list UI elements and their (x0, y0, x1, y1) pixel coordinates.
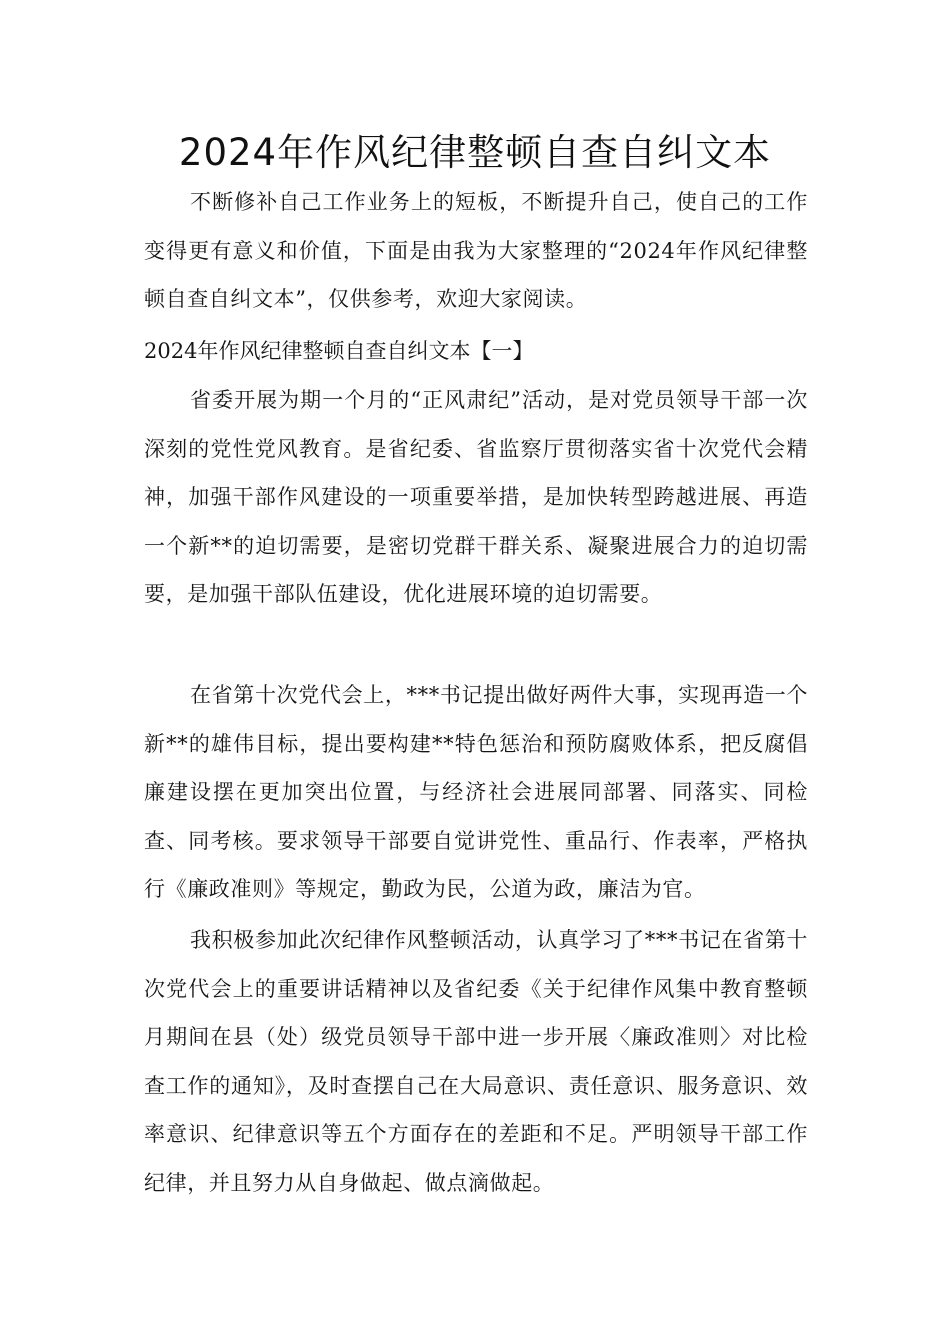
intro-paragraph: 不断修补自己工作业务上的短板，不断提升自己，使自己的工作变得更有意义和价值，下面是由我为大家整理的“2024年作风纪律整顿自查自纠文本”，仅供参考，欢迎大家阅读。 (144, 190, 808, 311)
document-title: 2024年作风纪律整顿自查自纠文本 (178, 131, 772, 174)
body-paragraph-1: 省委开展为期一个月的“正风肃纪”活动，是对党员领导干部一次深刻的党性党风教育。是省纪委、省监察厅贯彻落实省十次党代会精神，加强干部作风建设的一项重要举措，是加快转型跨越进展、再造一个新**的迫切需要，是密切党群干群关系、凝聚进展合力的迫切需要，是加强干部队伍建设，优化进展环境的迫切需要。 (144, 388, 808, 606)
body-paragraph-2: 在省第十次党代会上，***书记提出做好两件大事，实现再造一个新**的雄伟目标，提出要构建**特色惩治和预防腐败体系，把反腐倡廉建设摆在更加突出位置，与经济社会进展同部署、同落实、同检查、同考核。要求领导干部要自觉讲党性、重品行、作表率，严格执行《廉政准则》等规定，勤政为民，公道为政，廉洁为官。 (144, 683, 808, 901)
section-heading: 2024年作风纪律整顿自查自纠文本【一】 (144, 339, 534, 363)
body-paragraph-3: 我积极参加此次纪律作风整顿活动，认真学习了***书记在省第十次党代会上的重要讲话精神以及省纪委《关于纪律作风集中教育整顿月期间在县（处）级党员领导干部中进一步开展〈廉政准则〉对比检查工作的通知》，及时查摆自己在大局意识、责任意识、服务意识、效率意识、纪律意识等五个方面存在的差距和不足。严明领导干部工作纪律，并且努力从自身做起、做点滴做起。 (144, 928, 808, 1195)
